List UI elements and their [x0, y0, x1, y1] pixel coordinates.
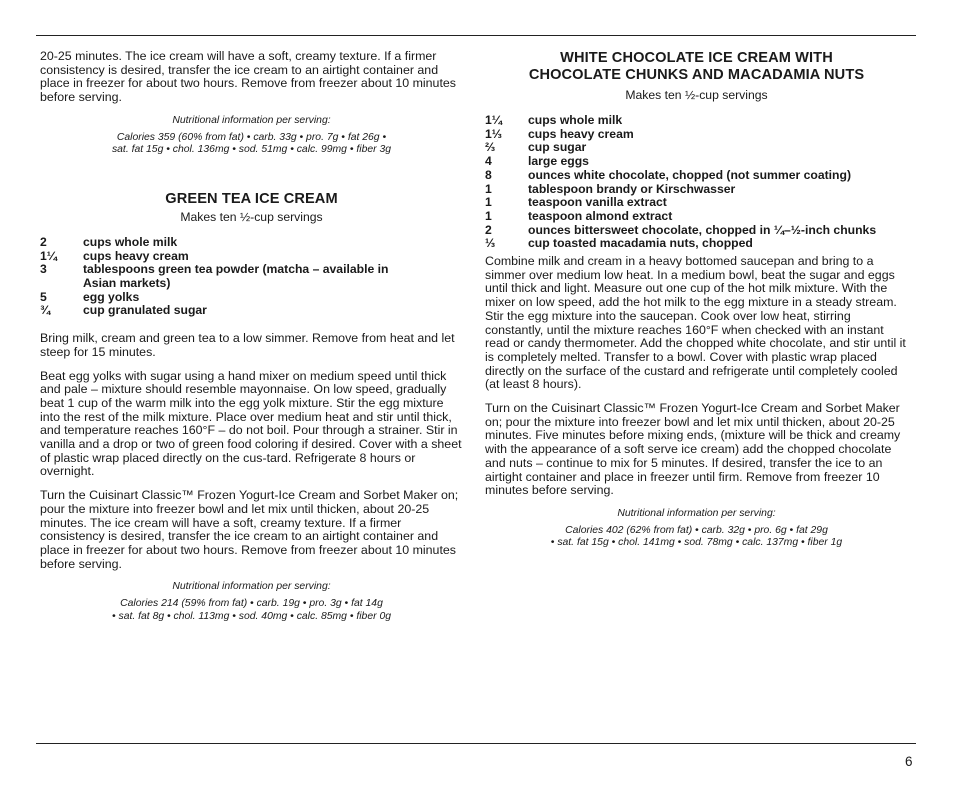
ingredient-qty: ¾ [40, 303, 51, 318]
ingredient-qty: ⅓ [485, 236, 496, 251]
ingredient-qty: 8 [485, 167, 492, 182]
ingredient-qty: 1¼ [40, 248, 57, 263]
ingredient-qty: 2 [40, 234, 47, 249]
ingredient-text: cup granulated sugar [83, 303, 207, 318]
title-line: CHOCOLATE CHUNKS AND MACADAMIA NUTS [528, 67, 865, 83]
page-number: 6 [905, 754, 913, 769]
ingredient-qty: 1⅓ [485, 126, 502, 141]
method-step: Combine milk and cream in a heavy bottomed saucepan and bring to a simmer over medium low heat. In a medium bowl, beat the sugar and eggs until thick and light. Measure out one cup of the hot milk mixture. With the mixer on low speed, add the hot milk to the egg mixture in a steady stream. Stir the egg mixture into the saucepan. Cook over low heat, stirring constantly, until the mixture reaches 160°F when checked with an instant read or candy thermometer. Add the chopped white chocolate, and stir until it is completely melted. Transfer to a bowl. Cover with plastic wrap placed directly on the surface of the custard and refrigerate until completely cooled (at least 8 hours). [485, 254, 906, 392]
nutrition-line: • sat. fat 15g • chol. 141mg • sod. 78mg • calc. 137mg • fiber 1g [550, 537, 843, 549]
method-step: Turn the Cuisinart Classic™ Frozen Yogurt-Ice Cream and Sorbet Maker on; pour the mixture into freezer bowl and let mix until thicken, about 20-25 minutes. The ice cream will have a soft, creamy texture. If a firmer consistency is desired, transfer the ice cream to an airtight container and place in freezer for about two hours. Remove from freezer about 10 minutes before serving. [40, 488, 459, 571]
nutrition-info-green-tea [40, 581, 463, 623]
recipe-title-green-tea: GREEN TEA ICE CREAM [165, 190, 338, 207]
ingredient-text: large eggs [528, 154, 589, 169]
ingredient-item [485, 114, 908, 128]
ingredient-item [485, 155, 908, 169]
ingredient-text: cups heavy cream [83, 248, 189, 263]
ingredient-qty: ⅔ [485, 140, 496, 155]
ingredient-text: egg yolks [83, 289, 140, 304]
nutrition-heading: Nutritional information per serving: [172, 581, 331, 593]
ingredient-list-white-chocolate [485, 114, 908, 251]
ingredient-item [40, 263, 463, 290]
ingredient-item [40, 250, 463, 264]
ingredient-item [485, 141, 908, 155]
method-step: Bring milk, cream and green tea to a low simmer. Remove from heat and let steep for 15 minutes. [40, 331, 455, 359]
ingredient-text: cup toasted macadamia nuts, chopped [528, 236, 753, 251]
title-line: WHITE CHOCOLATE ICE CREAM WITH [560, 50, 833, 66]
top-rule [36, 35, 916, 36]
method-step: Beat egg yolks with sugar using a hand mixer on medium speed until thick and pale – mixture should resemble mayonnaise. On low speed, gradually beat 1 cup of the warm milk into the egg yolk mixture. Stir the egg mixture into the rest of the milk mixture. Place over medium heat and stir until thick, and temperature reaches 160°F – do not boil. Pour through a strainer. Stir in vanilla and a drop or two of green food coloring if desired. Cover with a sheet of plastic wrap placed directly on the cus-tard. Refrigerate 8 hours or overnight. [40, 368, 462, 479]
intro-paragraph: 20-25 minutes. The ice cream will have a soft, creamy texture. If a firmer consistency is desired, transfer the ice cream to an airtight container and place in freezer for about two hours. Remove from freezer about 10 minutes before serving. [40, 49, 456, 105]
ingredient-qty: 3 [40, 262, 47, 277]
ingredient-text: cups whole milk [83, 234, 178, 249]
nutrition-line: Calories 214 (59% from fat) • carb. 19g • pro. 3g • fat 14g [120, 598, 383, 610]
nutrition-info-white-chocolate [485, 508, 908, 550]
ingredient-text: cup sugar [528, 140, 587, 155]
ingredient-qty: 1 [485, 195, 492, 210]
ingredient-qty: 1 [485, 208, 492, 223]
ingredient-text: tablespoon brandy or Kirschwasser [528, 181, 736, 196]
ingredient-text: ounces bittersweet chocolate, chopped in ¼–½-inch chunks [528, 222, 877, 237]
ingredient-item [485, 169, 908, 183]
ingredient-text: tablespoons green tea powder (matcha – available in Asian markets) [83, 262, 389, 291]
nutrition-line: • sat. fat 8g • chol. 113mg • sod. 40mg • calc. 85mg • fiber 0g [111, 610, 392, 622]
ingredient-qty: 1¼ [485, 113, 502, 127]
ingredient-qty: 5 [40, 289, 47, 304]
nutrition-line: sat. fat 15g • chol. 136mg • sod. 51mg • calc. 99mg • fiber 3g [111, 144, 392, 156]
ingredient-text: cups whole milk [528, 113, 623, 127]
nutrition-info-previous-recipe [40, 115, 463, 157]
ingredient-text: cups heavy cream [528, 126, 634, 141]
ingredient-item [40, 291, 463, 305]
nutrition-line: Calories 359 (60% from fat) • carb. 33g • pro. 7g • fat 26g • [116, 131, 387, 143]
ingredient-item [40, 304, 463, 318]
ingredient-qty: 4 [485, 154, 492, 169]
ingredient-qty: 1 [485, 181, 492, 196]
servings-note: Makes ten ½-cup servings [625, 88, 768, 102]
ingredient-qty: 2 [485, 222, 492, 237]
servings-note: Makes ten ½-cup servings [180, 209, 323, 224]
nutrition-heading: Nutritional information per serving: [172, 114, 331, 126]
ingredient-text: teaspoon vanilla extract [528, 195, 667, 210]
nutrition-line: Calories 402 (62% from fat) • carb. 32g • pro. 6g • fat 29g [565, 524, 828, 536]
bottom-rule [36, 743, 916, 744]
ingredient-item [485, 128, 908, 142]
recipe-title-white-chocolate [485, 50, 908, 84]
ingredient-text: teaspoon almond extract [528, 208, 673, 223]
nutrition-heading: Nutritional information per serving: [617, 507, 776, 519]
ingredient-item [485, 237, 908, 251]
ingredient-item [40, 236, 463, 250]
ingredient-text: ounces white chocolate, chopped (not summer coating) [528, 167, 852, 182]
ingredient-item [485, 210, 908, 224]
ingredient-list-green-tea [40, 236, 463, 318]
left-column [40, 50, 463, 632]
ingredient-item [485, 183, 908, 197]
ingredient-item [485, 196, 908, 210]
method-step: Turn on the Cuisinart Classic™ Frozen Yogurt-Ice Cream and Sorbet Maker on; pour the mixture into freezer bowl and let mix until thicken, about 20-25 minutes. Five minutes before mixing ends, (mixture will be thick and creamy with the appearance of a soft serve ice cream) add the chopped chocolate and nuts – continue to mix for 5 minutes. If desired, transfer the ice to an airtight container and place in freezer until firm. Remove from freezer 10 minutes before serving. [485, 401, 901, 498]
ingredient-item [485, 224, 908, 238]
right-column [485, 50, 908, 558]
